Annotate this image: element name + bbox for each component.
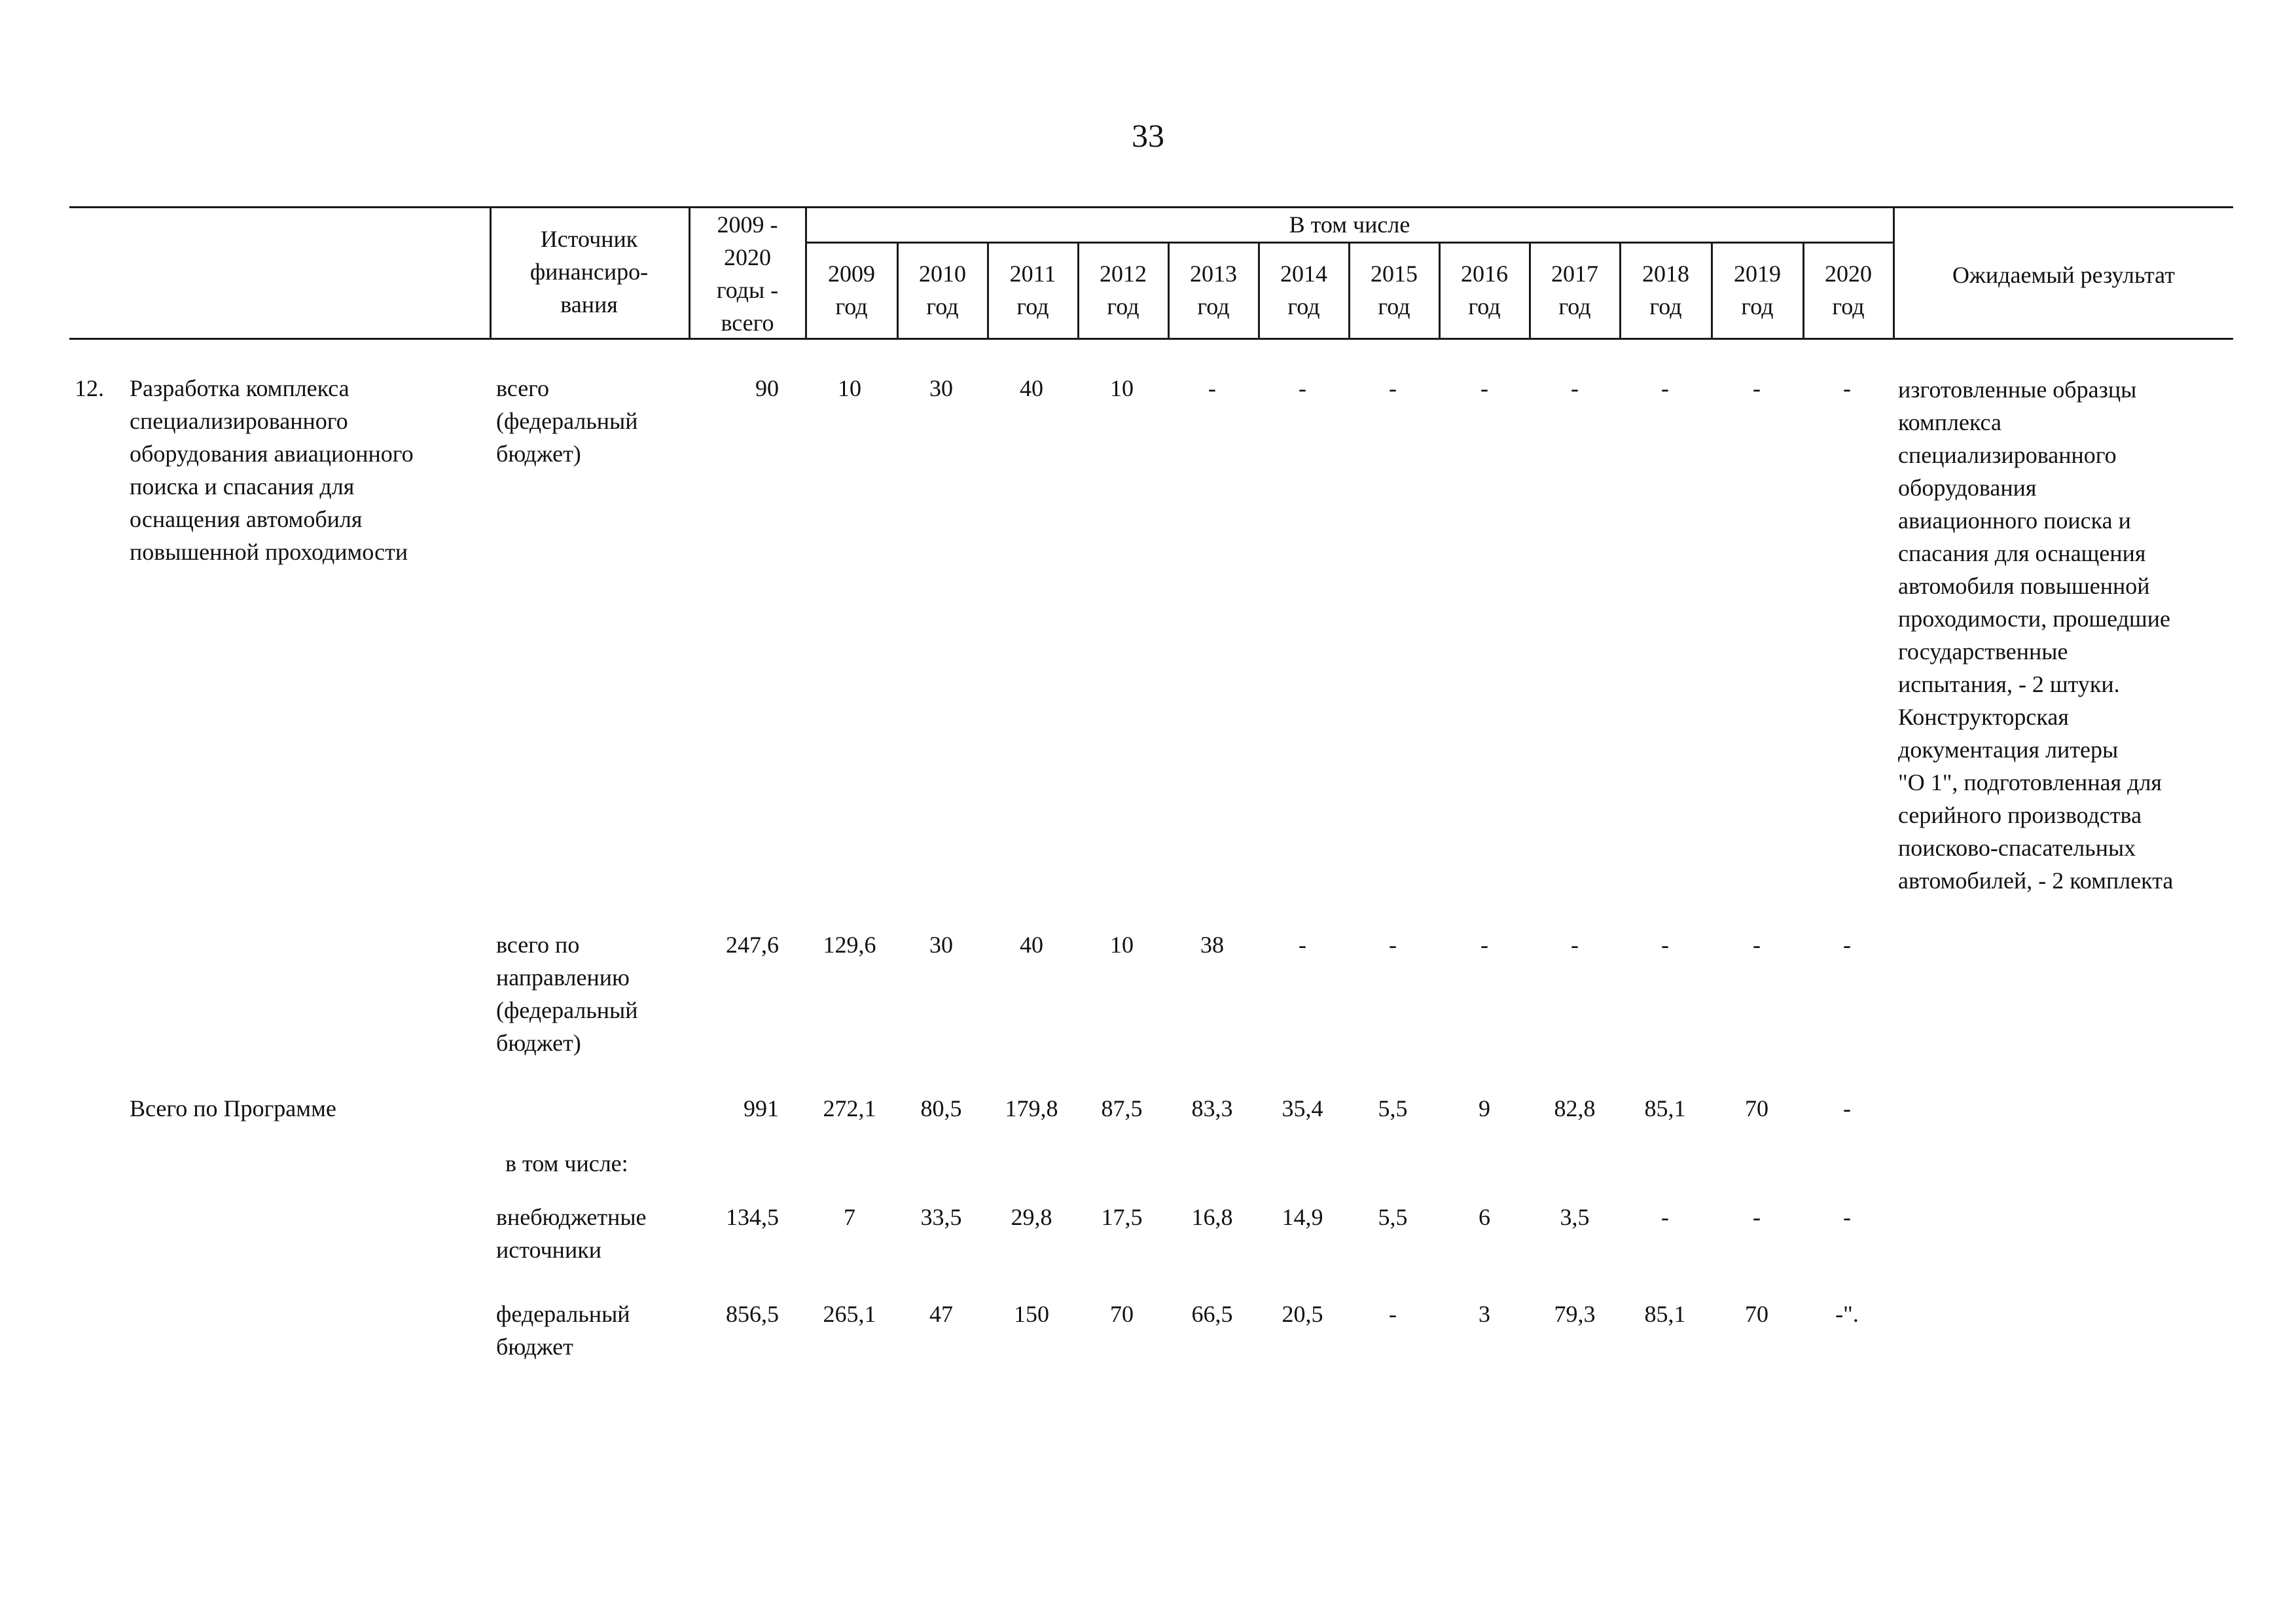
- row-year-value: -: [1753, 932, 1761, 958]
- year-header: 2016 год: [1461, 261, 1508, 319]
- expected-result-text: изготовленные образцы комплекса специализированного оборудования авиационного поиска и спасания для оснащения автомобиля повышенной проходимости, прошедшие государственные испытания, - 2 штуки. Конструкторская документация литеры "О 1", подготовленная для серийного производства поисково-спасательных автомобилей, - 2 комплекта: [1898, 376, 2174, 894]
- item-number: 12.: [75, 375, 104, 401]
- row-year-value: 47: [929, 1301, 953, 1327]
- row-year-value: -: [1480, 932, 1488, 958]
- row-year-value: -: [1753, 1204, 1761, 1230]
- row-year-value: 16,8: [1191, 1204, 1233, 1230]
- row-total: 856,5: [726, 1301, 779, 1327]
- row-year-value: -: [1299, 375, 1306, 401]
- row-year-value: 87,5: [1101, 1095, 1143, 1122]
- row-year-value: -: [1480, 375, 1488, 401]
- row-year-value: 29,8: [1011, 1204, 1052, 1230]
- page-number: 33: [1132, 117, 1164, 154]
- item-name: Разработка комплекса специализированного оборудования авиационного поиска и спасания для оснащения автомобиля повышенной проходимости: [130, 375, 414, 565]
- header-source: Источник финансиро- вания: [529, 226, 649, 318]
- row-year-value: -".: [1835, 1301, 1859, 1327]
- row-year-value: 9: [1479, 1095, 1490, 1122]
- row-year-value: 79,3: [1554, 1301, 1596, 1327]
- row-source: федеральный бюджет: [496, 1301, 630, 1360]
- row-total: 90: [755, 375, 779, 401]
- row-year-value: 70: [1745, 1301, 1768, 1327]
- row-year-value: 30: [929, 375, 953, 401]
- year-header: 2020 год: [1825, 261, 1872, 319]
- row-total: 991: [744, 1095, 779, 1122]
- row-year-value: 80,5: [920, 1095, 962, 1122]
- year-header: 2014 год: [1280, 261, 1327, 319]
- year-header: 2015 год: [1371, 261, 1418, 319]
- row-year-value: 83,3: [1191, 1095, 1233, 1122]
- row-year-value: 265,1: [823, 1301, 876, 1327]
- year-header: 2013 год: [1190, 261, 1237, 319]
- row-year-value: 85,1: [1644, 1301, 1686, 1327]
- row-year-value: 82,8: [1554, 1095, 1596, 1122]
- year-header: 2017 год: [1551, 261, 1598, 319]
- row-year-value: 35,4: [1282, 1095, 1323, 1122]
- row-year-value: -: [1389, 932, 1397, 958]
- row-year-value: -: [1661, 1204, 1669, 1230]
- row-year-value: 30: [929, 932, 953, 958]
- row-year-value: 33,5: [920, 1204, 962, 1230]
- row-year-value: -: [1843, 1095, 1851, 1122]
- row-total: 134,5: [726, 1204, 779, 1230]
- header-including: В том числе: [1289, 211, 1410, 238]
- row-year-value: 20,5: [1282, 1301, 1323, 1327]
- row-year-value: 70: [1110, 1301, 1134, 1327]
- row-source: всего по направлению (федеральный бюджет): [496, 932, 638, 1056]
- row-year-value: 5,5: [1378, 1095, 1408, 1122]
- header-total: 2009 - 2020 годы - всего: [716, 211, 779, 336]
- year-header: 2018 год: [1642, 261, 1689, 319]
- row-year-value: 70: [1745, 1095, 1768, 1122]
- row-year-value: -: [1208, 375, 1216, 401]
- row-year-value: 179,8: [1005, 1095, 1058, 1122]
- row-year-value: 10: [1110, 375, 1134, 401]
- row-year-value: -: [1661, 375, 1669, 401]
- row-total: 247,6: [726, 932, 779, 958]
- row-year-value: 5,5: [1378, 1204, 1408, 1230]
- row-year-value: 14,9: [1282, 1204, 1323, 1230]
- header-bottom-rule: [69, 338, 2233, 340]
- row-year-value: -: [1843, 1204, 1851, 1230]
- year-header: 2009 год: [828, 261, 875, 319]
- row-year-value: 17,5: [1101, 1204, 1143, 1230]
- program-total-label: Всего по Программе: [130, 1095, 336, 1122]
- including-label: в том числе:: [505, 1150, 628, 1176]
- row-year-value: 38: [1200, 932, 1224, 958]
- year-header: 2012 год: [1100, 261, 1147, 319]
- row-year-value: 3: [1479, 1301, 1490, 1327]
- row-year-value: -: [1661, 932, 1669, 958]
- row-year-value: 150: [1014, 1301, 1049, 1327]
- row-year-value: -: [1299, 932, 1306, 958]
- row-year-value: 40: [1020, 375, 1043, 401]
- row-year-value: 272,1: [823, 1095, 876, 1122]
- row-year-value: 66,5: [1191, 1301, 1233, 1327]
- row-year-value: 85,1: [1644, 1095, 1686, 1122]
- row-year-value: 40: [1020, 932, 1043, 958]
- year-header: 2010 год: [919, 261, 966, 319]
- row-source: внебюджетные источники: [496, 1204, 647, 1263]
- row-year-value: -: [1843, 932, 1851, 958]
- row-year-value: 10: [838, 375, 861, 401]
- year-header: 2011 год: [1009, 261, 1056, 319]
- row-year-value: 129,6: [823, 932, 876, 958]
- row-year-value: -: [1389, 375, 1397, 401]
- row-year-value: -: [1843, 375, 1851, 401]
- row-year-value: -: [1571, 932, 1579, 958]
- year-header: 2019 год: [1734, 261, 1781, 319]
- row-source: всего (федеральный бюджет): [496, 375, 638, 467]
- header-result: Ожидаемый результат: [1952, 262, 2175, 288]
- row-year-value: 7: [844, 1204, 855, 1230]
- row-year-value: -: [1389, 1301, 1397, 1327]
- row-year-value: 3,5: [1560, 1204, 1590, 1230]
- row-year-value: 10: [1110, 932, 1134, 958]
- row-year-value: -: [1571, 375, 1579, 401]
- row-year-value: 6: [1479, 1204, 1490, 1230]
- row-year-value: -: [1753, 375, 1761, 401]
